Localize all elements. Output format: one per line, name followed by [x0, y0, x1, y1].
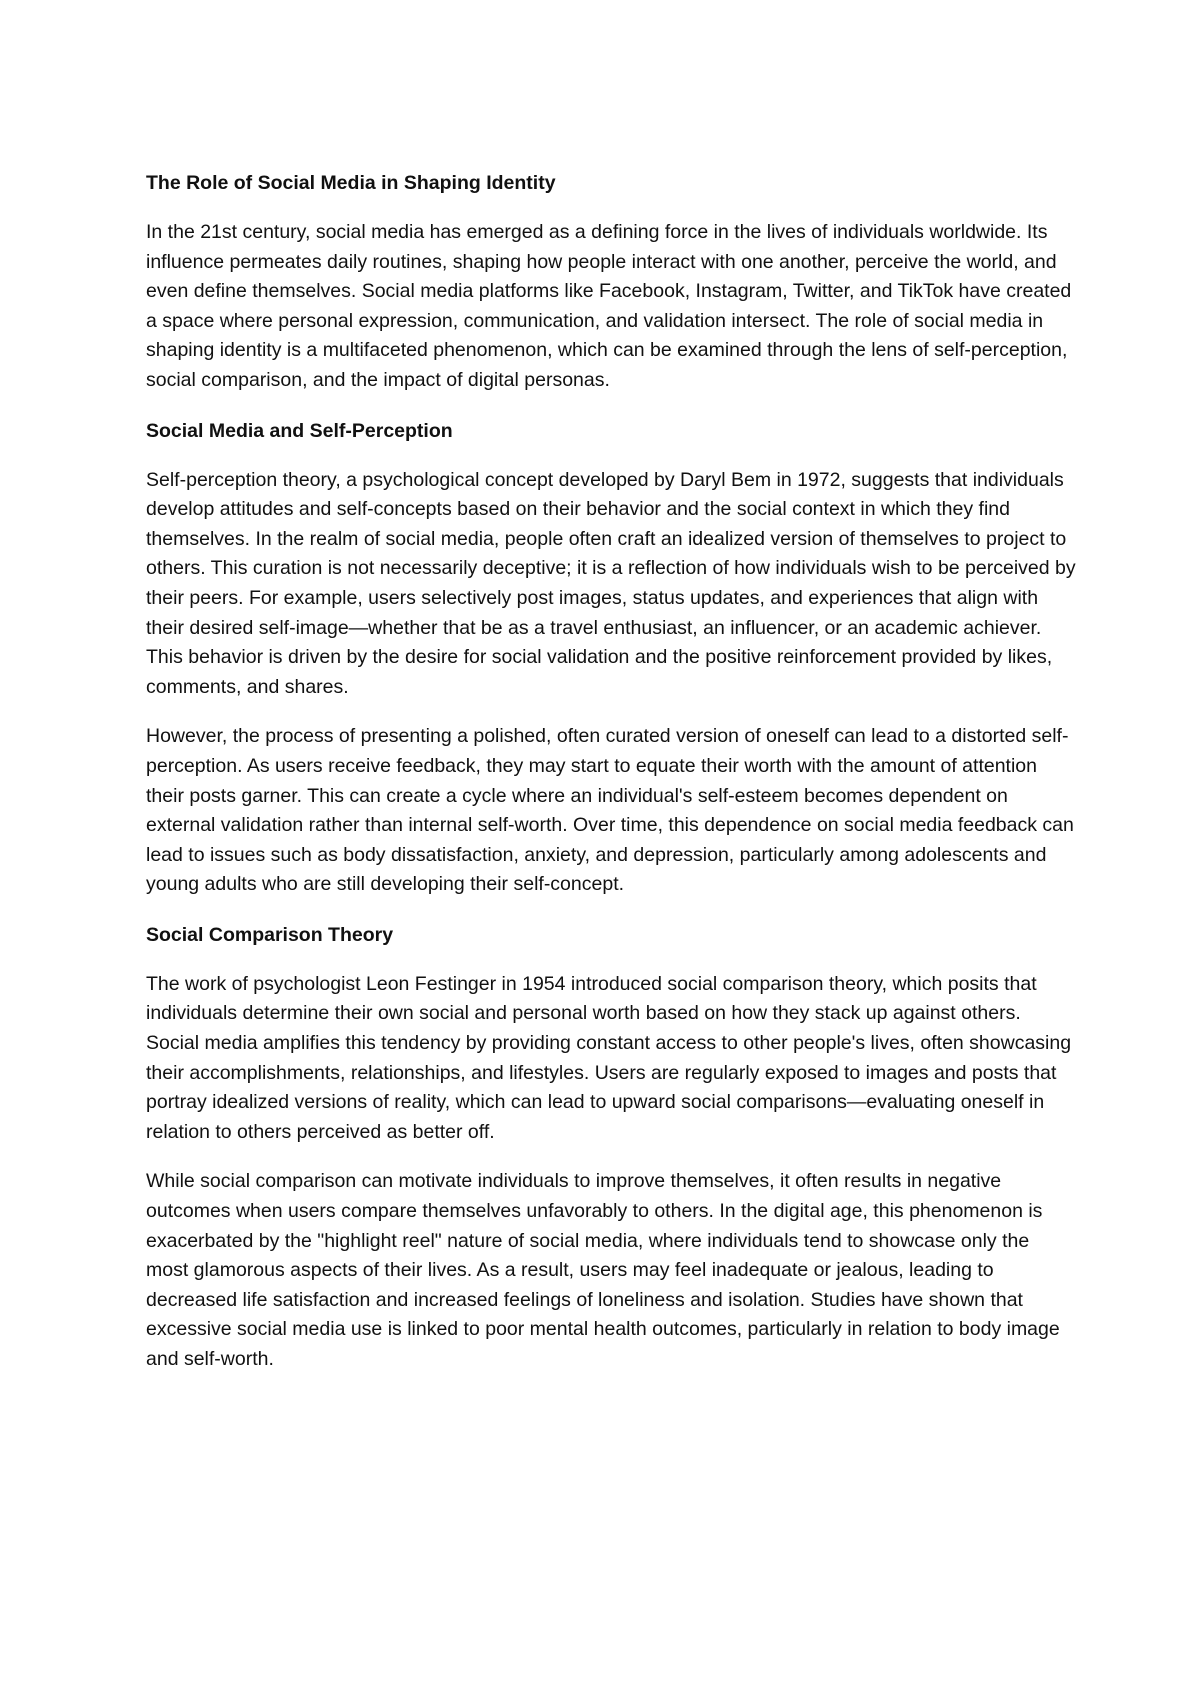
self-perception-paragraph-2: However, the process of presenting a polished, often curated version of oneself can lead to a distorted self-perception. As users receive feedback, they may start to equate their worth with the amount of attention their posts garner. This can create a cycle where an individual's self-esteem becomes dependent on external validation rather than internal self-worth. Over time, this dependence on social media feedback can lead to issues such as body dissatisfaction, anxiety, and depression, particularly among adolescents and young adults who are still developing their self-concept.	[146, 725, 1074, 896]
social-comparison-paragraph-2: While social comparison can motivate individuals to improve themselves, it often results in negative outcomes when users compare themselves unfavorably to others. In the digital age, this phenomenon is exacerbated by the "highlight reel" nature of social media, where individuals tend to showcase only the most glamorous aspects of their lives. As a result, users may feel inadequate or jealous, leading to decreased life satisfaction and increased feelings of loneliness and isolation. Studies have shown that excessive social media use is linked to poor mental health outcomes, particularly in relation to body image and self-worth.	[146, 1170, 1060, 1370]
document-title: The Role of Social Media in Shaping Identity	[146, 172, 556, 194]
section-heading-self-perception: Social Media and Self-Perception	[146, 419, 453, 442]
intro-paragraph: In the 21st century, social media has emerged as a defining force in the lives of individuals worldwide. Its influence permeates daily routines, shaping how people interact with one another, perceive the world, and even define themselves. Social media platforms like Facebook, Instagram, Twitter, and TikTok have created a space where personal expression, communication, and validation intersect. The role of social media in shaping identity is a multifaceted phenomenon, which can be examined through the lens of self-perception, social comparison, and the impact of digital personas.	[146, 221, 1072, 391]
document-page	[146, 168, 1076, 1395]
social-comparison-paragraph-1: The work of psychologist Leon Festinger in 1954 introduced social comparison theory, which posits that individuals determine their own social and personal worth based on how they stack up against others. Social media amplifies this tendency by providing constant access to other people's lives, often showcasing their accomplishments, relationships, and lifestyles. Users are regularly exposed to images and posts that portray idealized versions of reality, which can lead to upward social comparisons—evaluating oneself in relation to others perceived as better off.	[146, 972, 1072, 1143]
self-perception-paragraph-1: Self-perception theory, a psychological concept developed by Daryl Bem in 1972, suggests that individuals develop attitudes and self-concepts based on their behavior and the social context in which they find themselves. In the realm of social media, people often craft an idealized version of themselves to project to others. This curation is not necessarily deceptive; it is a reflection of how individuals wish to be perceived by their peers. For example, users selectively post images, status updates, and experiences that align with their desired self-image—whether that be as a travel enthusiast, an influencer, or an academic achiever. This behavior is driven by the desire for social validation and the positive reinforcement provided by likes, comments, and shares.	[146, 468, 1076, 698]
section-heading-social-comparison: Social Comparison Theory	[146, 923, 394, 946]
